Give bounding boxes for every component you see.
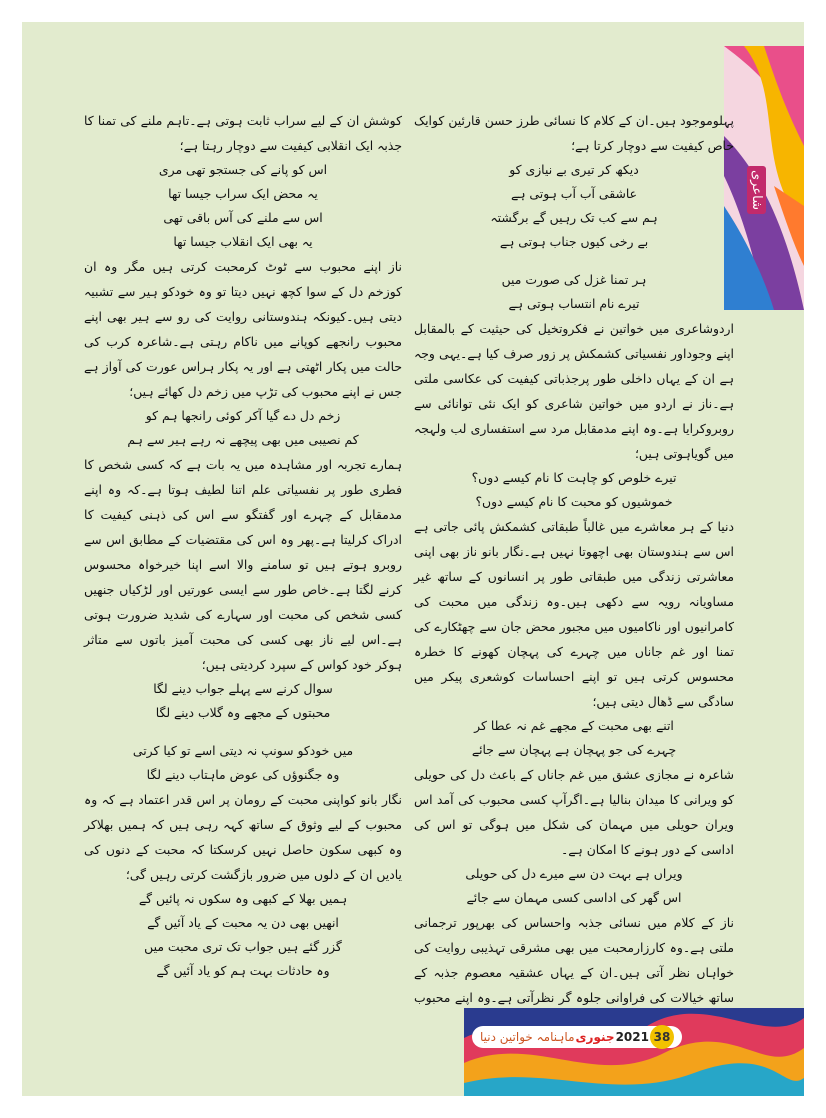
verse-line: سوال کرنے سے پہلے جواب دینے لگا bbox=[153, 681, 333, 696]
paragraph: دنیا کے ہر معاشرے میں غالباً طبقاتی کشمکش پائی جاتی ہے اس سے ہندوستان بھی اچھوتا نہیں ہے۔نگار بانو ناز بھی اپنی معاشرتی زندگی میں طبقاتی طور پر انسانوں کے ساتھ غیر مساویانہ رویہ سے دکھی ہیں۔وہ زندگی میں محبت کی کامرانیوں اور ناکامیوں میں مجبور محض جان سے چھٹکارے کی تمنا اور غم جاناں میں چہرے کی پہچان کھونے کا خطرہ محسوس کرتی ہیں تو اپنے احساسات کوشعری پیکر میں سادگی سے ڈھال دیتی ہیں؛ bbox=[414, 519, 734, 709]
text-column-right bbox=[414, 108, 734, 1035]
verse-line: وہ حادثات بہت ہم کو یاد آئیں گے bbox=[156, 963, 330, 978]
verse-line: تیرے خلوص کو چاہت کا نام کیسے دوں؟ bbox=[471, 470, 677, 485]
paragraph: ناز کے کلام میں نسائی جذبہ واحساس کی بھرپور ترجمانی ملتی ہے۔وہ کارزارمحبت میں بھی مشرقی تہذیبی روایت کی خواہاں نظر آتی ہیں۔ان کے یہاں عشقیہ معصوم جذبہ کے ساتھ خیالات کی فراوانی جلوہ گر نظرآتی ہے۔وہ اپنے محبوب bbox=[414, 915, 734, 1005]
verse-line: اس کو پانے کی جستجو تھی مری bbox=[158, 162, 328, 177]
magazine-page bbox=[22, 22, 804, 1096]
paragraph: ہمارے تجربہ اور مشاہدہ میں یہ بات ہے کہ کسی شخص کا فطری طور پر نفسیاتی علم اتنا لطیف ہوتا ہے۔کہ وہ اپنے مدمقابل کے چہرے اور گفتگو سے اس کی ذہنی کیفیت کا ادراک کرلیتا ہے۔پھر وہ اس کی مقتضیات کے مطابق اس سے روبرو ہوتے ہیں تو سامنے والا اسے اپنا خیرخواہ محسوس کرنے لگتا ہے۔خاص طور سے ایسی عورتیں اور لڑکیاں جنھیں کسی شخص کی محبت اور سہارے کی شدید ضرورت ہوتی ہے۔اس لیے ناز بھی کسی کی محبت آمیز باتوں سے متاثر ہوکر خود کواس کے سپرد کردیتی ہیں؛ bbox=[84, 457, 402, 672]
verse-line: تیرے نام انتساب ہوتی ہے bbox=[508, 296, 640, 311]
verse-line: میں خودکو سونپ نہ دیتی اسے تو کیا کرتی bbox=[132, 743, 354, 758]
verse-line: اس سے ملنے کی آس باقی تھی bbox=[163, 210, 323, 225]
verse-line: دیکھ کر تیری بے نیازی کو bbox=[509, 162, 639, 177]
verse-line: کم نصیبی میں بھی پیچھے نہ رہے ہیر سے ہم bbox=[127, 432, 359, 447]
verse-line: ویراں ہے بہت دن سے میرے دل کی حویلی bbox=[465, 866, 683, 881]
paragraph: پہلوموجود ہیں۔ان کے کلام کا نسائی طرز حسن قارئین کوایک خاص کیفیت سے دوچار کرتا ہے؛ bbox=[414, 113, 734, 153]
section-label: شاعری bbox=[747, 166, 766, 214]
paragraph: اردوشاعری میں خواتین نے فکروتخیل کی حیثیت کے بالمقابل اپنے وجوداور نفسیاتی کشمکش پر زور صرف کیا ہے۔یہی وجہ ہے ان کے یہاں داخلی طور پرجذباتی کیفیت کی عکاسی ملتی ہے۔ناز نے اردو میں خواتین شاعری کو ایک نئی توانائی سے روبروکرایا ہے۔وہ اپنے مدمقابل مرد سے استفساری لب ولہجہ میں گویاہوتی ہیں؛ bbox=[414, 321, 734, 461]
verse-line: اس گھر کی اداسی کسی مہمان سے جائے bbox=[466, 890, 682, 905]
decorative-artwork-bottom bbox=[464, 1008, 804, 1096]
verse-line: ہم سے کب تک رہیں گے برگشتہ bbox=[490, 210, 658, 225]
verse-line: عاشقی آب آب ہوتی ہے bbox=[510, 186, 638, 201]
verse-line: خموشیوں کو محبت کا نام کیسے دوں؟ bbox=[475, 494, 673, 509]
paragraph: ناز اپنے محبوب سے ٹوٹ کرمحبت کرتی ہیں مگر وہ ان کوزخم دل کے سوا کچھ نہیں دیتا تو وہ خودکو ہیر سے تشبیہ دیتی ہیں۔کیونکہ ہندوستانی روایت کی رو سے ہیر بھی اپنے محبوب رانجھے کوپانے میں ناکام رہتی ہے۔شاعرہ کرب کی حالت میں پکار اٹھتی ہے اور یہ پکار ہراس عورت کی آواز ہے جس نے اپنے محبوب کی تڑپ میں زخم دل کھائے ہیں؛ bbox=[84, 259, 402, 399]
decorative-artwork-top bbox=[724, 46, 804, 310]
verse-line: وہ جگنوؤں کی عوض ماہتاب دینے لگا bbox=[146, 767, 340, 782]
magazine-name: ماہنامہ خواتین دنیا bbox=[480, 1030, 575, 1044]
page-footer bbox=[472, 1026, 682, 1048]
verse-line: ہر تمنا غزل کی صورت میں bbox=[501, 272, 647, 287]
issue-year: 2021 bbox=[615, 1030, 649, 1044]
paragraph: شاعرہ نے مجازی عشق میں غم جاناں کے باعث دل کی حویلی کو ویرانی کا میدان بنالیا ہے۔اگرآپ کسی محبوب کی آمد اس ویران حویلی میں مہمان کی شکل میں ہوگی تو اس کی اداسی کے دور ہونے کا امکان ہے۔ bbox=[414, 767, 734, 857]
verse-line: گزر گئے ہیں جواب تک تری محبت میں bbox=[144, 939, 342, 954]
verse-line: بے رخی کیوں جناب ہوتی ہے bbox=[499, 234, 649, 249]
verse-line: یہ محض ایک سراب جیسا تھا bbox=[168, 186, 318, 201]
paragraph: کوشش ان کے لیے سراب ثابت ہوتی ہے۔تاہم ملنے کی تمنا کا جذبہ ایک انقلابی کیفیت سے دوچار رہتا ہے؛ bbox=[84, 113, 402, 153]
verse-line: اتنے بھی محبت کے مجھے غم نہ عطا کر bbox=[474, 718, 674, 733]
verse-line: زخم دل دے گیا آکر کوئی رانجھا ہم کو bbox=[145, 408, 341, 423]
text-column-left bbox=[84, 108, 402, 983]
verse-line: انھیں بھی دن یہ محبت کے یاد آئیں گے bbox=[147, 915, 339, 930]
verse-line: محبتوں کے مجھے وہ گلاب دینے لگا bbox=[155, 705, 331, 720]
issue-month: جنوری bbox=[575, 1030, 615, 1044]
page-number: 38 bbox=[650, 1025, 674, 1049]
verse-line: یہ بھی ایک انقلاب جیسا تھا bbox=[173, 234, 313, 249]
verse-line: چہرے کی جو پہچان ہے پہچان سے جائے bbox=[471, 742, 677, 757]
verse-line: ہمیں بھلا کے کبھی وہ سکوں نہ پائیں گے bbox=[138, 891, 348, 906]
paragraph: نگار بانو کواپنی محبت کے رومان پر اس قدر اعتماد ہے کہ وہ محبوب کے لیے وثوق کے ساتھ کہہ رہی ہیں کہ ہمیں بھلاکر وہ کبھی سکون حاصل نہیں کرسکتا کہ محبت کے دنوں کی یادیں ان کے دلوں میں ضرور بازگشت کرتی رہیں گی؛ bbox=[84, 792, 402, 882]
